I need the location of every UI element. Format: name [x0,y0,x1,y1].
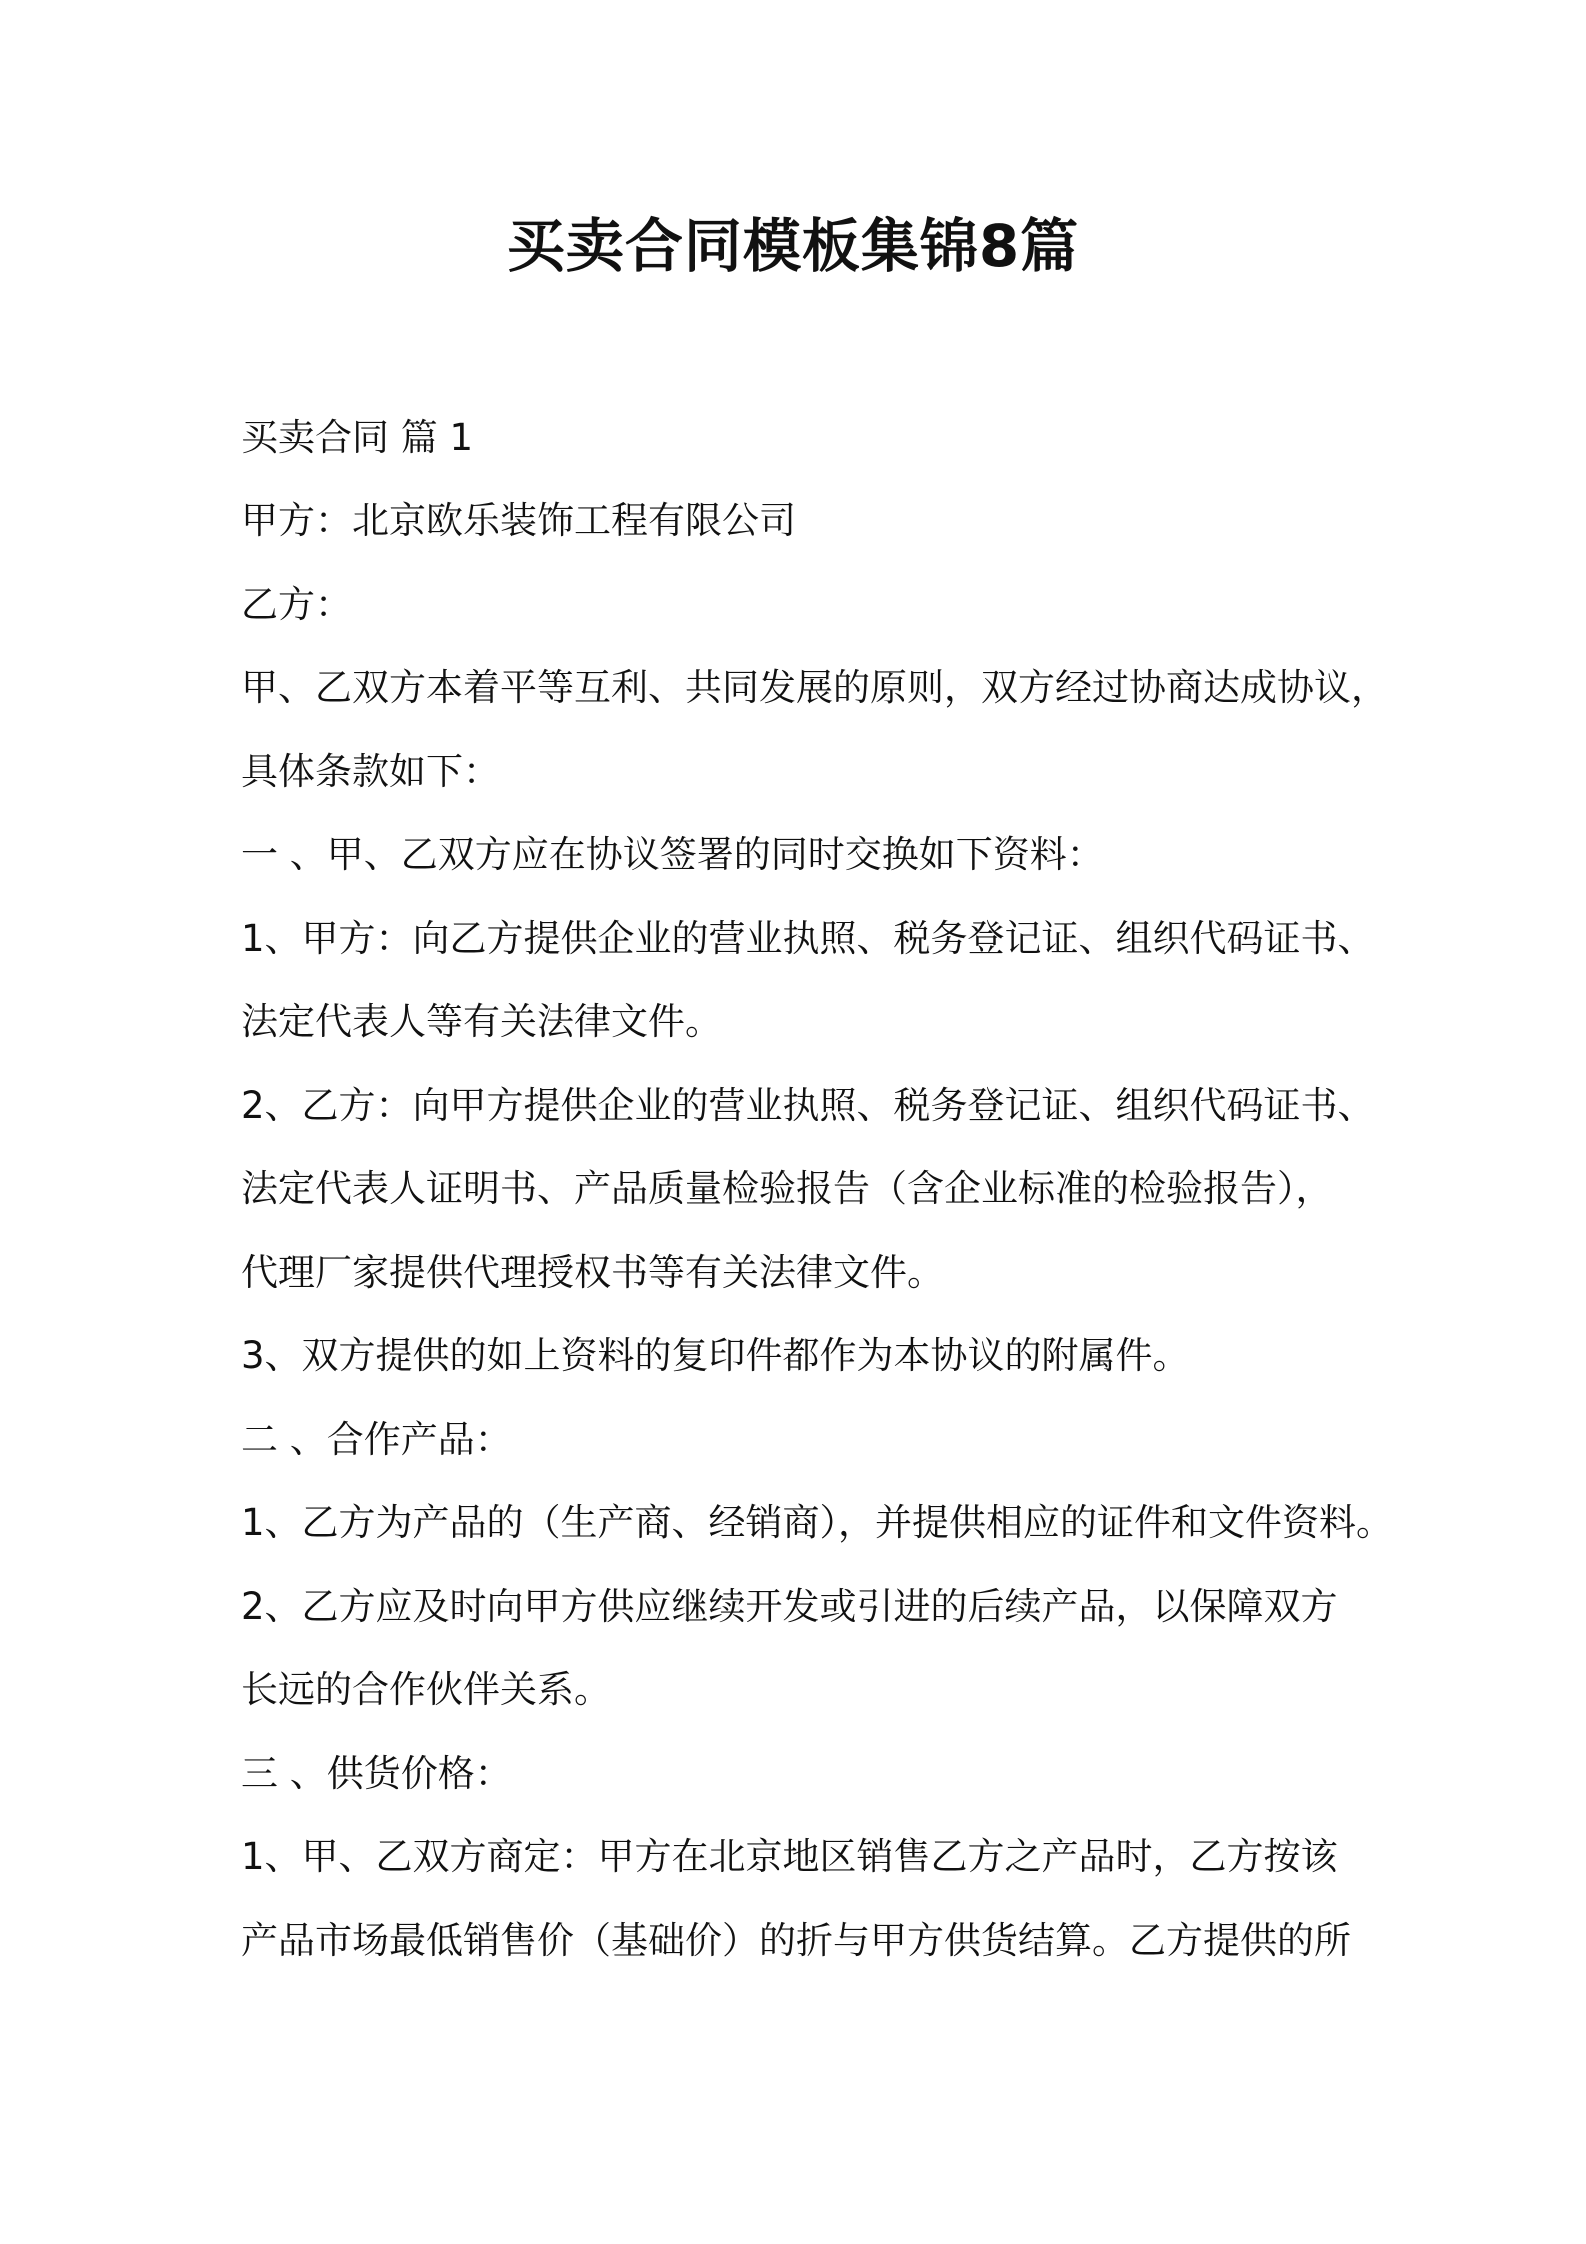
paragraph-line: 长远的合作伙伴关系。 [241,1668,611,1711]
party-a-line: 甲方：北京欧乐装饰工程有限公司 [241,499,796,542]
party-b-line: 乙方： [241,583,352,626]
paragraph-line: 2、乙方：向甲方提供企业的营业执照、税务登记证、组织代码证书、 [241,1084,1375,1127]
section-heading: 买卖合同 篇 1 [241,416,474,459]
document-title: 买卖合同模板集锦8篇 [506,212,1080,280]
paragraph-line: 法定代表人等有关法律文件。 [241,1000,722,1043]
paragraph-line: 1、甲方：向乙方提供企业的营业执照、税务登记证、组织代码证书、 [241,917,1375,960]
paragraph-line: 1、乙方为产品的（生产商、经销商），并提供相应的证件和文件资料。 [241,1501,1394,1544]
paragraph-line: 1、甲、乙双方商定：甲方在北京地区销售乙方之产品时，乙方按该 [241,1835,1338,1878]
clause-heading: 三 、供货价格： [241,1752,512,1795]
clause-heading: 一 、甲、乙双方应在协议签署的同时交换如下资料： [241,833,1104,876]
paragraph-line: 法定代表人证明书、产品质量检验报告（含企业标准的检验报告）， [241,1167,1333,1210]
paragraph-line: 甲、乙双方本着平等互利、共同发展的原则，双方经过协商达成协议， [241,666,1388,709]
paragraph-line: 产品市场最低销售价（基础价）的折与甲方供货结算。乙方提供的所 [241,1919,1351,1962]
clause-heading: 二 、合作产品： [241,1418,512,1461]
paragraph-line: 2、乙方应及时向甲方供应继续开发或引进的后续产品，以保障双方 [241,1585,1338,1628]
paragraph-line: 具体条款如下： [241,750,500,793]
paragraph-line: 3、双方提供的如上资料的复印件都作为本协议的附属件。 [241,1334,1190,1377]
paragraph-line: 代理厂家提供代理授权书等有关法律文件。 [241,1251,944,1294]
